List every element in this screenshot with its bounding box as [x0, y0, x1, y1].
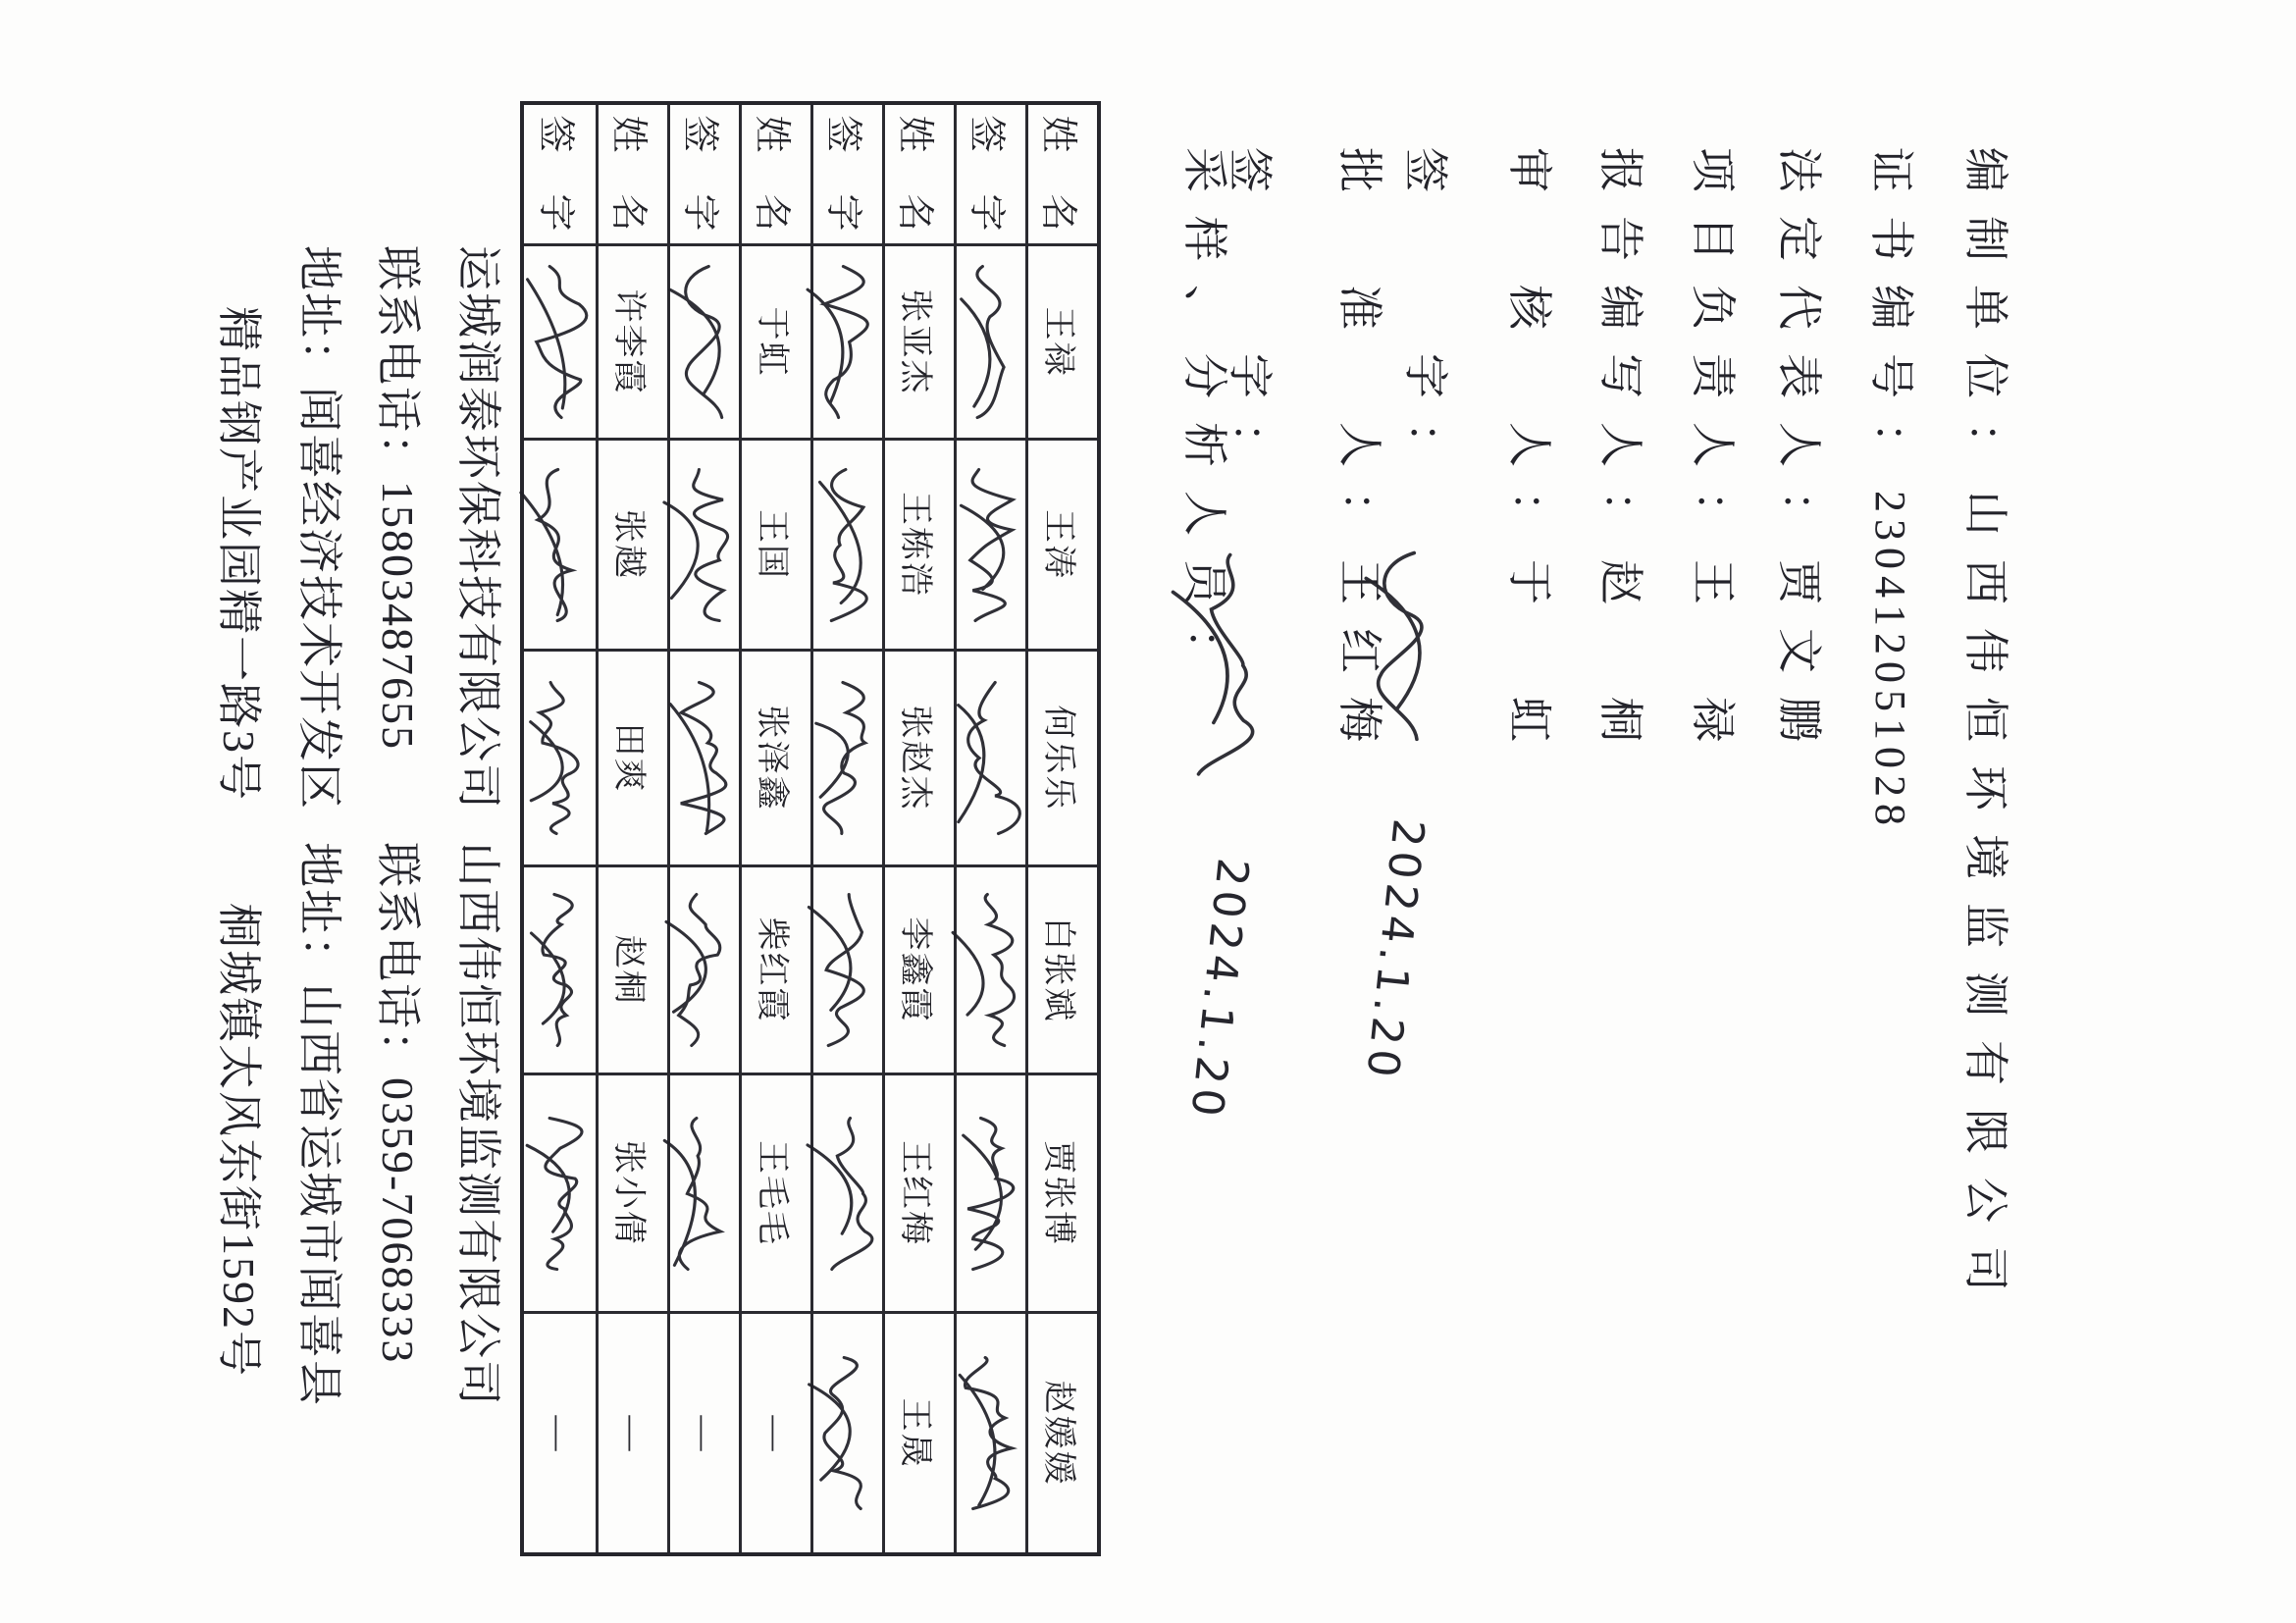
table-cell-name [882, 867, 954, 1075]
table-cell-name [882, 246, 954, 441]
signature-scrawl [805, 672, 891, 844]
row-label-text: 签 字 [965, 115, 1008, 234]
person-name: 张亚杰 [897, 288, 934, 395]
signature-scrawl [948, 256, 1034, 428]
signature-scrawl [517, 459, 603, 631]
approver-signature-date: 2024.1.20 [1180, 856, 1258, 1124]
lab-company-address-1: 地址：山西省运城市闻喜县 [294, 842, 344, 1407]
signature-scrawl [517, 1108, 603, 1280]
signature-scrawl [948, 1108, 1034, 1280]
client-company-address-2: 精品钢产业园精一路3号 [214, 306, 264, 802]
signature-scrawl [805, 1108, 891, 1280]
signature-scrawl [661, 459, 748, 631]
signature-scrawl [661, 672, 748, 844]
signature-scrawl [805, 459, 891, 631]
line-certificate-number [1862, 147, 1927, 832]
row-label-text: 签 字 [535, 115, 576, 234]
row-label-text: 签 字 [679, 115, 721, 234]
lab-company-name: 山西伟恒环境监测有限公司 [453, 842, 503, 1407]
table-cell-empty [596, 1314, 667, 1552]
row-label-text: 签 字 [822, 115, 864, 234]
certificate-number-value: 230412051028 [1866, 491, 1914, 832]
signature-scrawl [661, 1108, 748, 1280]
table-cell-name [1025, 441, 1097, 652]
client-company-name: 运城润泰环保科技有限公司 [453, 245, 503, 811]
person-name: 张小倩 [610, 1140, 648, 1246]
row-label-sign [954, 105, 1025, 246]
client-company-phone: 联系电话：15803487655 [373, 245, 423, 751]
table-cell-signature [810, 441, 882, 652]
row-label-text: 姓 名 [1037, 115, 1079, 234]
row-label-name [882, 105, 954, 246]
person-name: 张越 [610, 509, 648, 580]
signature-scrawl [805, 1347, 891, 1519]
empty-mark: — [613, 1415, 652, 1451]
table-cell-signature [954, 441, 1025, 652]
table-cell-name [1025, 867, 1097, 1075]
table-cell-name [882, 652, 954, 867]
person-name: 何乐乐 [1040, 705, 1077, 812]
signature-scrawl [517, 884, 603, 1056]
table-cell-empty [524, 1314, 596, 1552]
row-label-sign [810, 105, 882, 246]
person-name: 赵桐 [610, 934, 648, 1006]
table-cell-signature [524, 246, 596, 441]
person-name: 王禄 [1040, 306, 1077, 378]
row-label-text: 姓 名 [607, 115, 650, 234]
person-name: 许李霞 [610, 288, 648, 395]
table-cell-name [1025, 1075, 1097, 1314]
lab-company-address-2: 桐城镇太风东街1592号 [214, 903, 264, 1378]
table-cell-name [596, 652, 667, 867]
table-cell-signature [667, 867, 739, 1075]
table-cell-signature [954, 1314, 1025, 1552]
table-cell-signature [954, 867, 1025, 1075]
row-label-name [739, 105, 810, 246]
table-cell-signature [954, 652, 1025, 867]
table-cell-name [1025, 1314, 1097, 1552]
table-cell-signature [524, 441, 596, 652]
table-cell-name [1025, 652, 1097, 867]
table-cell-signature [954, 1075, 1025, 1314]
table-cell-signature [667, 652, 739, 867]
table-cell-signature [524, 652, 596, 867]
line-prepared-by: 编制单位：山西伟恒环境监测有限公司 [1960, 147, 2010, 1315]
row-label-name [596, 105, 667, 246]
row-label-name [1025, 105, 1097, 246]
client-company-address-1: 地址：闻喜经济技术开发区 [294, 245, 344, 811]
table-cell-signature [667, 441, 739, 652]
reviewer-signature-date: 2024.1.20 [1356, 816, 1434, 1084]
person-name: 王栋浩 [897, 492, 934, 598]
table-cell-name [739, 652, 810, 867]
table-cell-signature [810, 1314, 882, 1552]
table-cell-name [739, 1075, 810, 1314]
person-name: 于虹 [754, 306, 791, 378]
row-label-sign [667, 105, 739, 246]
table-cell-empty [667, 1314, 739, 1552]
person-name: 田爽 [610, 722, 648, 794]
line-approver: 批 准 人：王红梅 [1334, 147, 1384, 765]
signature-scrawl [805, 256, 891, 428]
empty-mark: — [540, 1415, 580, 1451]
person-name: 柴红霞 [754, 916, 791, 1023]
line-legal-representative: 法定代表人：贾文鹏 [1774, 147, 1824, 765]
table-cell-name [882, 441, 954, 652]
signature-scrawl [948, 459, 1034, 631]
line-reviewer: 审 核 人：于 虹 [1504, 147, 1554, 765]
table-cell-name [739, 246, 810, 441]
lab-company-phone: 联系电话：0359-7068333 [373, 842, 423, 1365]
table-cell-signature [954, 246, 1025, 441]
table-cell-name [596, 867, 667, 1075]
line-report-writer: 报告编写人：赵 桐 [1595, 147, 1645, 765]
person-name: 王晟 [897, 1397, 934, 1469]
table-cell-signature [810, 1075, 882, 1314]
table-cell-signature [667, 246, 739, 441]
signature-scrawl [948, 884, 1034, 1056]
table-cell-name [882, 1314, 954, 1552]
row-label-sign [524, 105, 596, 246]
table-cell-name [596, 246, 667, 441]
signature-scrawl [661, 884, 748, 1056]
table-cell-signature [810, 246, 882, 441]
person-name: 王红梅 [897, 1140, 934, 1246]
person-name: 张赵杰 [897, 705, 934, 812]
person-name: 张泽鑫 [754, 705, 791, 812]
table-cell-signature [667, 1075, 739, 1314]
signature-scrawl [948, 1347, 1034, 1519]
signature-table [520, 101, 1101, 1556]
table-cell-signature [810, 652, 882, 867]
table-cell-signature [524, 1075, 596, 1314]
table-cell-name [882, 1075, 954, 1314]
signature-label: 签 字： [1399, 147, 1450, 491]
table-cell-signature [524, 867, 596, 1075]
signature-scrawl [661, 256, 748, 428]
person-name: 白张斌 [1040, 916, 1077, 1023]
person-name: 李鑫霞 [897, 916, 934, 1023]
table-cell-name [596, 1075, 667, 1314]
signature-scrawl [517, 672, 603, 844]
empty-mark: — [685, 1415, 724, 1451]
person-name: 赵媛媛 [1040, 1380, 1077, 1487]
table-cell-signature [810, 867, 882, 1075]
signature-label: 签 字： [1224, 147, 1275, 491]
row-label-text: 姓 名 [751, 115, 793, 234]
person-name: 贾张博 [1040, 1140, 1077, 1246]
signature-scrawl [805, 884, 891, 1056]
table-cell-name [739, 867, 810, 1075]
person-name: 王涛 [1040, 509, 1077, 580]
empty-mark: — [757, 1415, 796, 1451]
line-sampling-analysts: 采样、分析人员： [1179, 147, 1229, 697]
table-cell-name [596, 441, 667, 652]
signature-scrawl [948, 672, 1034, 844]
table-cell-name [1025, 246, 1097, 441]
person-name: 王毛毛 [754, 1140, 791, 1246]
signature-scrawl [517, 256, 603, 428]
table-cell-empty [739, 1314, 810, 1552]
certificate-number-label: 证书编号： [1866, 147, 1916, 491]
row-label-text: 姓 名 [894, 115, 936, 234]
person-name: 王国 [754, 509, 791, 580]
line-project-leader: 项目负责人：王 禄 [1688, 147, 1738, 765]
table-cell-name [739, 441, 810, 652]
